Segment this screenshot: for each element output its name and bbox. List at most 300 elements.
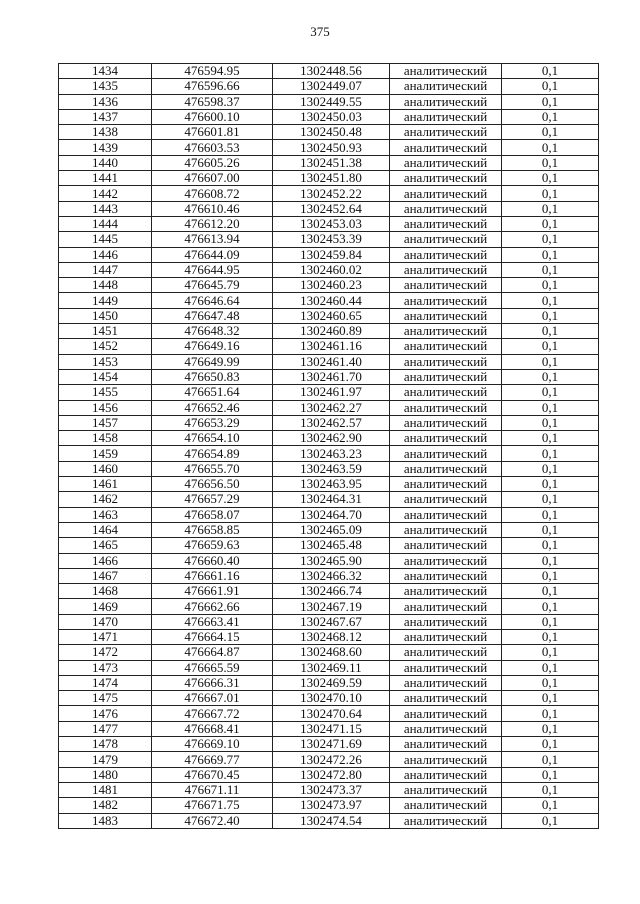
accuracy-cell: 0,1 <box>502 216 599 231</box>
accuracy-cell: 0,1 <box>502 584 599 599</box>
method-cell: аналитический <box>390 324 502 339</box>
table-row <box>59 155 599 170</box>
method-cell: аналитический <box>390 675 502 690</box>
point-number-cell: 1461 <box>59 477 152 492</box>
point-number-cell: 1479 <box>59 752 152 767</box>
y-coordinate-cell: 1302470.10 <box>273 691 390 706</box>
x-coordinate-cell: 476649.99 <box>152 354 273 369</box>
x-coordinate-cell: 476663.41 <box>152 614 273 629</box>
x-coordinate-cell: 476667.72 <box>152 706 273 721</box>
y-coordinate-cell: 1302465.90 <box>273 553 390 568</box>
y-coordinate-cell: 1302465.09 <box>273 522 390 537</box>
y-coordinate-cell: 1302453.39 <box>273 232 390 247</box>
accuracy-cell: 0,1 <box>502 568 599 583</box>
table-row <box>59 262 599 277</box>
x-coordinate-cell: 476669.10 <box>152 737 273 752</box>
method-cell: аналитический <box>390 645 502 660</box>
point-number-cell: 1434 <box>59 64 152 79</box>
y-coordinate-cell: 1302468.60 <box>273 645 390 660</box>
accuracy-cell: 0,1 <box>502 461 599 476</box>
point-number-cell: 1476 <box>59 706 152 721</box>
accuracy-cell: 0,1 <box>502 201 599 216</box>
accuracy-cell: 0,1 <box>502 354 599 369</box>
method-cell: аналитический <box>390 737 502 752</box>
point-number-cell: 1450 <box>59 308 152 323</box>
accuracy-cell: 0,1 <box>502 492 599 507</box>
x-coordinate-cell: 476598.37 <box>152 94 273 109</box>
point-number-cell: 1481 <box>59 782 152 797</box>
accuracy-cell: 0,1 <box>502 706 599 721</box>
table-row <box>59 415 599 430</box>
y-coordinate-cell: 1302474.54 <box>273 813 390 828</box>
point-number-cell: 1464 <box>59 522 152 537</box>
x-coordinate-cell: 476644.09 <box>152 247 273 262</box>
point-number-cell: 1455 <box>59 385 152 400</box>
accuracy-cell: 0,1 <box>502 415 599 430</box>
method-cell: аналитический <box>390 721 502 736</box>
point-number-cell: 1459 <box>59 446 152 461</box>
y-coordinate-cell: 1302461.70 <box>273 369 390 384</box>
y-coordinate-cell: 1302466.74 <box>273 584 390 599</box>
table-row <box>59 614 599 629</box>
method-cell: аналитический <box>390 629 502 644</box>
accuracy-cell: 0,1 <box>502 798 599 813</box>
method-cell: аналитический <box>390 813 502 828</box>
method-cell: аналитический <box>390 247 502 262</box>
table-row <box>59 79 599 94</box>
method-cell: аналитический <box>390 293 502 308</box>
table-row <box>59 201 599 216</box>
y-coordinate-cell: 1302460.65 <box>273 308 390 323</box>
table-row <box>59 400 599 415</box>
method-cell: аналитический <box>390 216 502 231</box>
accuracy-cell: 0,1 <box>502 446 599 461</box>
y-coordinate-cell: 1302462.90 <box>273 431 390 446</box>
table-row <box>59 691 599 706</box>
point-number-cell: 1439 <box>59 140 152 155</box>
method-cell: аналитический <box>390 140 502 155</box>
y-coordinate-cell: 1302473.97 <box>273 798 390 813</box>
table-row <box>59 645 599 660</box>
y-coordinate-cell: 1302461.16 <box>273 339 390 354</box>
point-number-cell: 1482 <box>59 798 152 813</box>
point-number-cell: 1469 <box>59 599 152 614</box>
method-cell: аналитический <box>390 752 502 767</box>
accuracy-cell: 0,1 <box>502 629 599 644</box>
point-number-cell: 1458 <box>59 431 152 446</box>
method-cell: аналитический <box>390 553 502 568</box>
accuracy-cell: 0,1 <box>502 109 599 124</box>
method-cell: аналитический <box>390 798 502 813</box>
method-cell: аналитический <box>390 232 502 247</box>
y-coordinate-cell: 1302460.23 <box>273 278 390 293</box>
method-cell: аналитический <box>390 446 502 461</box>
y-coordinate-cell: 1302450.48 <box>273 125 390 140</box>
table-row <box>59 737 599 752</box>
y-coordinate-cell: 1302452.22 <box>273 186 390 201</box>
table-row <box>59 813 599 828</box>
table-row <box>59 675 599 690</box>
method-cell: аналитический <box>390 79 502 94</box>
x-coordinate-cell: 476600.10 <box>152 109 273 124</box>
accuracy-cell: 0,1 <box>502 431 599 446</box>
x-coordinate-cell: 476647.48 <box>152 308 273 323</box>
y-coordinate-cell: 1302461.40 <box>273 354 390 369</box>
point-number-cell: 1478 <box>59 737 152 752</box>
table-row <box>59 568 599 583</box>
method-cell: аналитический <box>390 782 502 797</box>
point-number-cell: 1463 <box>59 507 152 522</box>
point-number-cell: 1477 <box>59 721 152 736</box>
y-coordinate-cell: 1302450.03 <box>273 109 390 124</box>
accuracy-cell: 0,1 <box>502 813 599 828</box>
point-number-cell: 1442 <box>59 186 152 201</box>
x-coordinate-cell: 476596.66 <box>152 79 273 94</box>
x-coordinate-cell: 476613.94 <box>152 232 273 247</box>
method-cell: аналитический <box>390 507 502 522</box>
accuracy-cell: 0,1 <box>502 614 599 629</box>
x-coordinate-cell: 476665.59 <box>152 660 273 675</box>
accuracy-cell: 0,1 <box>502 675 599 690</box>
table-row <box>59 171 599 186</box>
x-coordinate-cell: 476646.64 <box>152 293 273 308</box>
accuracy-cell: 0,1 <box>502 599 599 614</box>
table-row <box>59 354 599 369</box>
accuracy-cell: 0,1 <box>502 782 599 797</box>
x-coordinate-cell: 476671.11 <box>152 782 273 797</box>
point-number-cell: 1449 <box>59 293 152 308</box>
x-coordinate-cell: 476649.16 <box>152 339 273 354</box>
coordinates-table <box>58 63 599 829</box>
x-coordinate-cell: 476644.95 <box>152 262 273 277</box>
y-coordinate-cell: 1302469.11 <box>273 660 390 675</box>
point-number-cell: 1468 <box>59 584 152 599</box>
x-coordinate-cell: 476608.72 <box>152 186 273 201</box>
point-number-cell: 1480 <box>59 767 152 782</box>
y-coordinate-cell: 1302473.37 <box>273 782 390 797</box>
accuracy-cell: 0,1 <box>502 752 599 767</box>
x-coordinate-cell: 476654.10 <box>152 431 273 446</box>
table-row <box>59 492 599 507</box>
y-coordinate-cell: 1302449.55 <box>273 94 390 109</box>
table-row <box>59 584 599 599</box>
point-number-cell: 1467 <box>59 568 152 583</box>
accuracy-cell: 0,1 <box>502 507 599 522</box>
method-cell: аналитический <box>390 431 502 446</box>
method-cell: аналитический <box>390 415 502 430</box>
table-row <box>59 308 599 323</box>
x-coordinate-cell: 476671.75 <box>152 798 273 813</box>
point-number-cell: 1435 <box>59 79 152 94</box>
method-cell: аналитический <box>390 568 502 583</box>
x-coordinate-cell: 476612.20 <box>152 216 273 231</box>
x-coordinate-cell: 476658.07 <box>152 507 273 522</box>
x-coordinate-cell: 476664.15 <box>152 629 273 644</box>
accuracy-cell: 0,1 <box>502 339 599 354</box>
y-coordinate-cell: 1302452.64 <box>273 201 390 216</box>
accuracy-cell: 0,1 <box>502 324 599 339</box>
x-coordinate-cell: 476666.31 <box>152 675 273 690</box>
table-row <box>59 752 599 767</box>
y-coordinate-cell: 1302463.59 <box>273 461 390 476</box>
accuracy-cell: 0,1 <box>502 262 599 277</box>
table-row <box>59 721 599 736</box>
method-cell: аналитический <box>390 201 502 216</box>
table-row <box>59 247 599 262</box>
y-coordinate-cell: 1302462.57 <box>273 415 390 430</box>
accuracy-cell: 0,1 <box>502 553 599 568</box>
x-coordinate-cell: 476667.01 <box>152 691 273 706</box>
accuracy-cell: 0,1 <box>502 186 599 201</box>
point-number-cell: 1471 <box>59 629 152 644</box>
table-row <box>59 431 599 446</box>
x-coordinate-cell: 476661.91 <box>152 584 273 599</box>
table-body <box>59 64 599 829</box>
x-coordinate-cell: 476662.66 <box>152 599 273 614</box>
x-coordinate-cell: 476658.85 <box>152 522 273 537</box>
point-number-cell: 1465 <box>59 538 152 553</box>
point-number-cell: 1446 <box>59 247 152 262</box>
table-row <box>59 538 599 553</box>
method-cell: аналитический <box>390 109 502 124</box>
table-row <box>59 369 599 384</box>
y-coordinate-cell: 1302451.80 <box>273 171 390 186</box>
y-coordinate-cell: 1302472.80 <box>273 767 390 782</box>
x-coordinate-cell: 476645.79 <box>152 278 273 293</box>
x-coordinate-cell: 476664.87 <box>152 645 273 660</box>
y-coordinate-cell: 1302462.27 <box>273 400 390 415</box>
method-cell: аналитический <box>390 64 502 79</box>
y-coordinate-cell: 1302467.19 <box>273 599 390 614</box>
table-row <box>59 446 599 461</box>
method-cell: аналитический <box>390 767 502 782</box>
accuracy-cell: 0,1 <box>502 293 599 308</box>
accuracy-cell: 0,1 <box>502 477 599 492</box>
y-coordinate-cell: 1302461.97 <box>273 385 390 400</box>
y-coordinate-cell: 1302463.23 <box>273 446 390 461</box>
x-coordinate-cell: 476648.32 <box>152 324 273 339</box>
y-coordinate-cell: 1302460.02 <box>273 262 390 277</box>
accuracy-cell: 0,1 <box>502 94 599 109</box>
method-cell: аналитический <box>390 369 502 384</box>
point-number-cell: 1448 <box>59 278 152 293</box>
x-coordinate-cell: 476668.41 <box>152 721 273 736</box>
table-row <box>59 477 599 492</box>
accuracy-cell: 0,1 <box>502 400 599 415</box>
table-row <box>59 782 599 797</box>
accuracy-cell: 0,1 <box>502 767 599 782</box>
method-cell: аналитический <box>390 599 502 614</box>
accuracy-cell: 0,1 <box>502 538 599 553</box>
y-coordinate-cell: 1302451.38 <box>273 155 390 170</box>
x-coordinate-cell: 476653.29 <box>152 415 273 430</box>
accuracy-cell: 0,1 <box>502 660 599 675</box>
x-coordinate-cell: 476672.40 <box>152 813 273 828</box>
x-coordinate-cell: 476594.95 <box>152 64 273 79</box>
y-coordinate-cell: 1302459.84 <box>273 247 390 262</box>
accuracy-cell: 0,1 <box>502 737 599 752</box>
method-cell: аналитический <box>390 262 502 277</box>
table-row <box>59 660 599 675</box>
method-cell: аналитический <box>390 584 502 599</box>
y-coordinate-cell: 1302464.31 <box>273 492 390 507</box>
point-number-cell: 1474 <box>59 675 152 690</box>
table-row <box>59 125 599 140</box>
table-row <box>59 706 599 721</box>
point-number-cell: 1475 <box>59 691 152 706</box>
x-coordinate-cell: 476610.46 <box>152 201 273 216</box>
method-cell: аналитический <box>390 308 502 323</box>
accuracy-cell: 0,1 <box>502 125 599 140</box>
x-coordinate-cell: 476652.46 <box>152 400 273 415</box>
x-coordinate-cell: 476651.64 <box>152 385 273 400</box>
point-number-cell: 1452 <box>59 339 152 354</box>
table-row <box>59 64 599 79</box>
table-row <box>59 186 599 201</box>
point-number-cell: 1445 <box>59 232 152 247</box>
table-row <box>59 522 599 537</box>
accuracy-cell: 0,1 <box>502 369 599 384</box>
point-number-cell: 1440 <box>59 155 152 170</box>
accuracy-cell: 0,1 <box>502 155 599 170</box>
accuracy-cell: 0,1 <box>502 140 599 155</box>
method-cell: аналитический <box>390 171 502 186</box>
y-coordinate-cell: 1302453.03 <box>273 216 390 231</box>
point-number-cell: 1454 <box>59 369 152 384</box>
method-cell: аналитический <box>390 155 502 170</box>
table-row <box>59 767 599 782</box>
table-row <box>59 553 599 568</box>
accuracy-cell: 0,1 <box>502 308 599 323</box>
point-number-cell: 1472 <box>59 645 152 660</box>
table-row <box>59 278 599 293</box>
accuracy-cell: 0,1 <box>502 79 599 94</box>
method-cell: аналитический <box>390 706 502 721</box>
table-row <box>59 599 599 614</box>
table-row <box>59 232 599 247</box>
y-coordinate-cell: 1302464.70 <box>273 507 390 522</box>
y-coordinate-cell: 1302468.12 <box>273 629 390 644</box>
point-number-cell: 1444 <box>59 216 152 231</box>
accuracy-cell: 0,1 <box>502 232 599 247</box>
method-cell: аналитический <box>390 477 502 492</box>
y-coordinate-cell: 1302469.59 <box>273 675 390 690</box>
point-number-cell: 1437 <box>59 109 152 124</box>
accuracy-cell: 0,1 <box>502 721 599 736</box>
y-coordinate-cell: 1302471.69 <box>273 737 390 752</box>
y-coordinate-cell: 1302450.93 <box>273 140 390 155</box>
y-coordinate-cell: 1302466.32 <box>273 568 390 583</box>
point-number-cell: 1441 <box>59 171 152 186</box>
table-row <box>59 339 599 354</box>
method-cell: аналитический <box>390 461 502 476</box>
y-coordinate-cell: 1302472.26 <box>273 752 390 767</box>
x-coordinate-cell: 476657.29 <box>152 492 273 507</box>
table-row <box>59 385 599 400</box>
point-number-cell: 1451 <box>59 324 152 339</box>
accuracy-cell: 0,1 <box>502 645 599 660</box>
x-coordinate-cell: 476654.89 <box>152 446 273 461</box>
y-coordinate-cell: 1302470.64 <box>273 706 390 721</box>
method-cell: аналитический <box>390 339 502 354</box>
point-number-cell: 1473 <box>59 660 152 675</box>
x-coordinate-cell: 476656.50 <box>152 477 273 492</box>
table-row <box>59 798 599 813</box>
x-coordinate-cell: 476603.53 <box>152 140 273 155</box>
method-cell: аналитический <box>390 691 502 706</box>
accuracy-cell: 0,1 <box>502 64 599 79</box>
x-coordinate-cell: 476655.70 <box>152 461 273 476</box>
accuracy-cell: 0,1 <box>502 171 599 186</box>
y-coordinate-cell: 1302448.56 <box>273 64 390 79</box>
y-coordinate-cell: 1302460.89 <box>273 324 390 339</box>
point-number-cell: 1460 <box>59 461 152 476</box>
page-number: 375 <box>310 24 330 39</box>
point-number-cell: 1438 <box>59 125 152 140</box>
y-coordinate-cell: 1302467.67 <box>273 614 390 629</box>
y-coordinate-cell: 1302463.95 <box>273 477 390 492</box>
method-cell: аналитический <box>390 278 502 293</box>
method-cell: аналитический <box>390 385 502 400</box>
table-row <box>59 293 599 308</box>
method-cell: аналитический <box>390 125 502 140</box>
x-coordinate-cell: 476601.81 <box>152 125 273 140</box>
x-coordinate-cell: 476661.16 <box>152 568 273 583</box>
x-coordinate-cell: 476660.40 <box>152 553 273 568</box>
accuracy-cell: 0,1 <box>502 278 599 293</box>
table-row <box>59 140 599 155</box>
method-cell: аналитический <box>390 492 502 507</box>
table-row <box>59 94 599 109</box>
point-number-cell: 1462 <box>59 492 152 507</box>
method-cell: аналитический <box>390 186 502 201</box>
point-number-cell: 1483 <box>59 813 152 828</box>
method-cell: аналитический <box>390 522 502 537</box>
accuracy-cell: 0,1 <box>502 385 599 400</box>
point-number-cell: 1457 <box>59 415 152 430</box>
point-number-cell: 1470 <box>59 614 152 629</box>
point-number-cell: 1466 <box>59 553 152 568</box>
point-number-cell: 1453 <box>59 354 152 369</box>
y-coordinate-cell: 1302460.44 <box>273 293 390 308</box>
x-coordinate-cell: 476607.00 <box>152 171 273 186</box>
point-number-cell: 1436 <box>59 94 152 109</box>
x-coordinate-cell: 476659.63 <box>152 538 273 553</box>
x-coordinate-cell: 476605.26 <box>152 155 273 170</box>
x-coordinate-cell: 476670.45 <box>152 767 273 782</box>
method-cell: аналитический <box>390 400 502 415</box>
accuracy-cell: 0,1 <box>502 247 599 262</box>
accuracy-cell: 0,1 <box>502 522 599 537</box>
table-row <box>59 461 599 476</box>
method-cell: аналитический <box>390 354 502 369</box>
y-coordinate-cell: 1302449.07 <box>273 79 390 94</box>
point-number-cell: 1443 <box>59 201 152 216</box>
table-row <box>59 507 599 522</box>
point-number-cell: 1447 <box>59 262 152 277</box>
y-coordinate-cell: 1302471.15 <box>273 721 390 736</box>
table-row <box>59 109 599 124</box>
y-coordinate-cell: 1302465.48 <box>273 538 390 553</box>
x-coordinate-cell: 476669.77 <box>152 752 273 767</box>
method-cell: аналитический <box>390 614 502 629</box>
table-row <box>59 216 599 231</box>
point-number-cell: 1456 <box>59 400 152 415</box>
method-cell: аналитический <box>390 660 502 675</box>
method-cell: аналитический <box>390 94 502 109</box>
table-row <box>59 629 599 644</box>
accuracy-cell: 0,1 <box>502 691 599 706</box>
